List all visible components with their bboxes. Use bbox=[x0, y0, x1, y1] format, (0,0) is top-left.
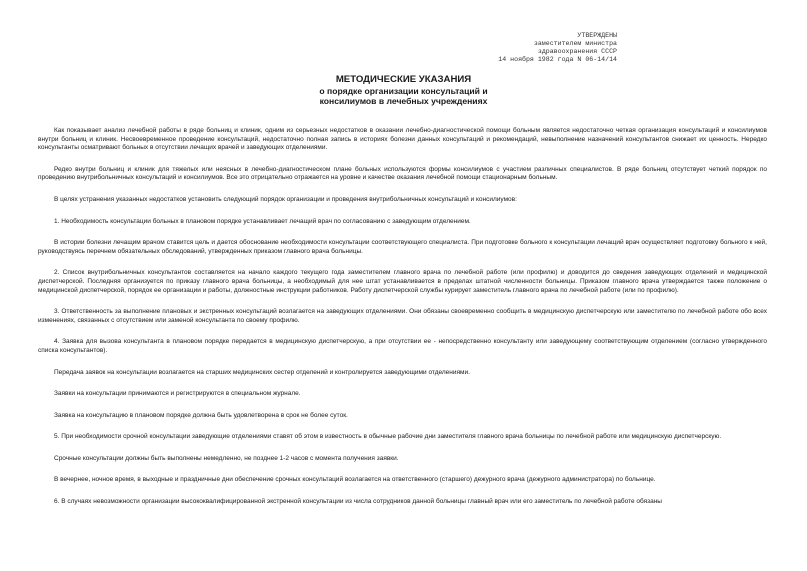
paragraph: 1. Необходимость консультации больных в плановом порядке устанавливает лечащий врач по согласованию с заведующим отделением. bbox=[54, 217, 471, 225]
approval-line-1: заместителем министра bbox=[533, 40, 617, 47]
document-body bbox=[38, 127, 767, 520]
paragraph: 6. В случаях невозможности организации высококвалифицированной экстренной консультации из числа сотрудников данной больницы главный врач или его заместитель по лечебной работе обязаны bbox=[54, 498, 662, 506]
paragraph: Заявки на консультации принимаются и регистрируются в специальном журнале. bbox=[54, 390, 301, 398]
paragraph: Как показывает анализ лечебной работы в ряде больниц и клиник, одним из серьезных недостатков в оказании лечебно-диагностической помощи больным является недостаточно четкая организация консультаций и консилиумов внутри больниц и клиник. Несвоевременное проведение консультаций, недостаточно полная запись в историях болезни данных консультаций и рекомендаций, невыполнение назначений консультантов снижает их ценность. Нередко консультанты осматривают больных в отсутствии лечащих врачей и заведующих отделениями. bbox=[38, 127, 767, 152]
approval-title: УТВЕРЖДЕНЫ bbox=[577, 32, 617, 39]
title-line-3: консилиумов в лечебных учреждениях bbox=[319, 96, 488, 106]
title-line-2: о порядке организации консультаций и bbox=[319, 85, 488, 96]
approval-stamp bbox=[498, 32, 617, 64]
paragraph: 4. Заявка для вызова консультанта в плановом порядке передается в медицинскую диспетчерскую, а при отсутствии ее - непосредственно консультанту или заведующему соответствующим отделением (согласно утвержденного списка консультантов). bbox=[38, 338, 767, 354]
paragraph: Заявка на консультацию в плановом порядке должна быть удовлетворена в срок не более суток. bbox=[54, 411, 348, 419]
paragraph: Срочные консультации должны быть выполнены немедленно, не позднее 1-2 часов с момента получения заявки. bbox=[54, 454, 399, 462]
paragraph: В истории болезни лечащим врачом ставится цель и дается обоснование необходимости консультации соответствующего специалиста. При подготовке больного к консультации лечащий врач осуществляет подготовку больного к ней, руководствуясь перечнем обязательных обследований, утвержденных приказом главного врача больницы. bbox=[38, 239, 767, 255]
paragraph: В вечернее, ночное время, в выходные и праздничные дни обеспечение срочных консультаций возлагается на ответственного (старшего) дежурного врача (дежурного администратора) по больнице. bbox=[54, 476, 656, 484]
paragraph: 2. Список внутрибольничных консультантов составляется на начало каждого текущего года заместителем главного врача по лечебной работе (или профилю) и доводится до сведения заведующих отделений и медицинской диспетчерской. Последняя организуется по приказу главного врача больницы, а необходимый для нее штат устанавливается в пределах штатной численности больницы. Приказом главного врача утверждается также положение о медицинской диспетчерской, порядок ее организации и работы, должностные инструкции работников. Работу диспетчерской службы курирует заместитель главного врача по лечебной работе (или по профилю). bbox=[38, 269, 767, 294]
document-title bbox=[0, 75, 807, 107]
paragraph: 5. При необходимости срочной консультации заведующие отделениями ставят об этом в известность в обычные рабочие дни заместителя главного врача больницы по лечебной работе или медицинскую диспетчерскую. bbox=[54, 433, 722, 441]
approval-line-2: здравоохранения СССР bbox=[537, 48, 617, 55]
title-line-1: МЕТОДИЧЕСКИЕ УКАЗАНИЯ bbox=[335, 74, 472, 85]
paragraph: Редко внутри больниц и клиник для тяжелых или неясных в лечебно-диагностическом плане больных используются формы консилиумов с участием различных специалистов. В ряде больниц отсутствует четкий порядок по проведению внутрибольничных консультаций и консилиумов. Все это отрицательно отражается на уровне и качестве оказания лечебной помощи стационарным больным. bbox=[38, 165, 767, 182]
approval-line-3: 14 ноября 1982 года N 06-14/14 bbox=[498, 56, 617, 63]
paragraph: 3. Ответственность за выполнение плановых и экстренных консультаций возлагается на заведующих отделениями. Они обязаны своевременно сообщить в медицинскую диспетчерскую или заместителю по лечебной работе обо всех изменениях, связанных с отсутствием или заменой консультанта по своему профилю. bbox=[38, 308, 767, 324]
paragraph: В целях устранения указанных недостатков установить следующий порядок организации и проведения внутрибольничных консультаций и консилиумов: bbox=[54, 195, 517, 203]
paragraph: Передача заявок на консультации возлагается на старших медицинских сестер отделений и контролируется заведующими отделениями. bbox=[54, 368, 470, 376]
